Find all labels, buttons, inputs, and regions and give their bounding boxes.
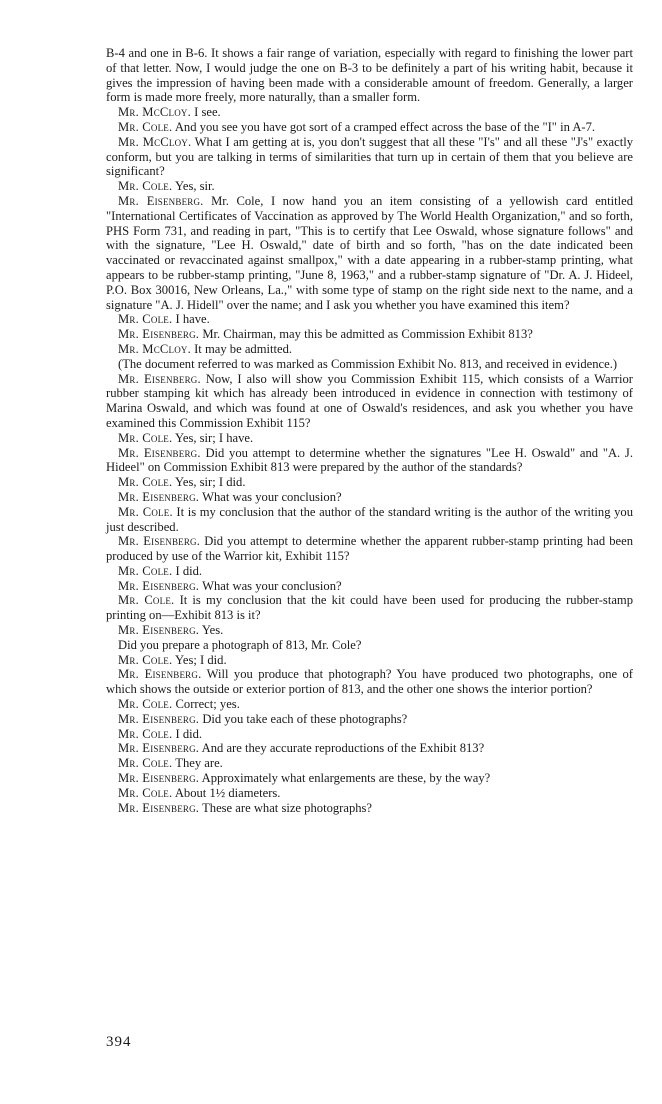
speaker-label: Mr. Cole.	[118, 475, 173, 490]
speaker-label: Mr. Cole.	[118, 593, 175, 608]
speaker-label: Mr. Cole.	[118, 119, 173, 134]
paragraph-text: It may be admitted.	[194, 341, 293, 356]
speaker-label: Mr. Cole.	[118, 312, 173, 327]
paragraph-text: I did.	[175, 726, 203, 741]
paragraph-text: Approximately what enlargements are these, by the way?	[201, 771, 491, 786]
paragraph-text: About 1½ diameters.	[174, 785, 281, 800]
paragraph-text: B-4 and one in B-6. It shows a fair range of variation, especially with regard to finishing the lower part of that letter. Now, I would judge the one on B-3 to be definitely a part of his writing habit, because it gives the impression of having been made with a considerable amount of freedom. Generally, a larger form is made more freely, more naturally, than a smaller form.	[106, 46, 633, 105]
paragraph	[106, 327, 633, 342]
speaker-label: Mr. Eisenberg.	[118, 771, 200, 786]
paragraph-text: Did you attempt to determine whether the signatures "Lee H. Oswald" and "A. J. Hideel" on Commission Exhibit 813 were prepared by the author of the standards?	[106, 445, 633, 475]
paragraph	[106, 653, 633, 668]
paragraph-text: What was your conclusion?	[202, 578, 342, 593]
paragraph-text: And you see you have got sort of a cramped effect across the base of the "I" in A-7.	[174, 119, 596, 134]
paragraph-text: They are.	[175, 756, 223, 771]
paragraph	[106, 505, 633, 535]
paragraph	[106, 135, 633, 179]
paragraph	[106, 638, 633, 653]
speaker-label: Mr. Cole.	[118, 785, 173, 800]
paragraph	[106, 46, 633, 105]
paragraph-text: Correct; yes.	[175, 697, 240, 712]
speaker-label: Mr. Eisenberg.	[118, 741, 200, 756]
speaker-label: Mr. Eisenberg.	[118, 445, 201, 460]
paragraph-text: Will you produce that photograph? You have produced two photographs, one of which shows the outside or exterior portion of 813, and the other one shows the interior portion?	[106, 667, 633, 697]
paragraph	[106, 771, 633, 786]
paragraph-text: Now, I also will show you Commission Exhibit 115, which consists of a Warrior rubber stamping kit which has already been introduced in evidence in connection with testimony of Marina Oswald, and which was found at one of Oswald's residences, and ask you whether you have examined this Commission Exhibit 115?	[106, 371, 633, 430]
paragraph-text: What was your conclusion?	[202, 489, 342, 504]
paragraph	[106, 372, 633, 431]
paragraph	[106, 667, 633, 697]
speaker-label: Mr. Cole.	[118, 726, 173, 741]
speaker-label: Mr. McCloy.	[118, 105, 191, 120]
paragraph	[106, 579, 633, 594]
speaker-label: Mr. Eisenberg.	[118, 327, 200, 342]
paragraph-text: I did.	[175, 563, 203, 578]
paragraph-text: Yes, sir; I did.	[175, 475, 246, 490]
page-number: 394	[106, 1034, 132, 1050]
paragraph-text: Yes.	[201, 623, 224, 638]
paragraph	[106, 342, 633, 357]
paragraph	[106, 712, 633, 727]
paragraph	[106, 564, 633, 579]
transcript-body	[106, 46, 633, 815]
speaker-label: Mr. Eisenberg.	[118, 534, 201, 549]
speaker-label: Mr. Eisenberg.	[118, 489, 200, 504]
paragraph-text: (The document referred to was marked as Commission Exhibit No. 813, and received in evidence.)	[118, 356, 618, 371]
paragraph	[106, 357, 633, 372]
paragraph-text: It is my conclusion that the kit could have been used for producing the rubber-stamp printing on—Exhibit 813 is it?	[106, 593, 633, 623]
speaker-label: Mr. Cole.	[118, 756, 173, 771]
speaker-label: Mr. Eisenberg.	[118, 623, 200, 638]
paragraph-text: It is my conclusion that the author of the standard writing is the author of the writing you just described.	[106, 504, 633, 534]
paragraph	[106, 194, 633, 312]
paragraph	[106, 593, 633, 623]
speaker-label: Mr. Cole.	[118, 697, 173, 712]
speaker-label: Mr. Eisenberg.	[118, 800, 200, 815]
paragraph	[106, 801, 633, 816]
paragraph-text: I see.	[194, 105, 221, 120]
paragraph	[106, 120, 633, 135]
paragraph	[106, 179, 633, 194]
paragraph	[106, 623, 633, 638]
paragraph-text: Mr. Chairman, may this be admitted as Commission Exhibit 813?	[202, 327, 533, 342]
paragraph-text: Mr. Cole, I now hand you an item consisting of a yellowish card entitled "International Certificates of Vaccination as approved by The World Health Organization," and so forth, PHS Form 731, and reading in part, "This is to certify that Lee Oswald, whose signature follows" and with the signature, "Lee H. Oswald," date of birth and so forth, "has on the date indicated been vaccinated or revaccinated against smallpox," with a date appearing in a rubber-stamp printing, what appears to be rubber-stamp printing, "June 8, 1963," and a rubber-stamp signature of "Dr. A. J. Hideel, P.O. Box 30016, New Orleans, La.," with some type of stamp on the right side next to the name, and a signature "A. J. Hidell" over the name; and I ask you whether you have examined this item?	[106, 193, 633, 312]
paragraph	[106, 534, 633, 564]
speaker-label: Mr. Cole.	[118, 504, 173, 519]
paragraph-text: Yes, sir; I have.	[175, 430, 254, 445]
speaker-label: Mr. Cole.	[118, 652, 173, 667]
paragraph	[106, 431, 633, 446]
paragraph-text: Did you prepare a photograph of 813, Mr. Cole?	[118, 637, 362, 652]
speaker-label: Mr. Cole.	[118, 563, 173, 578]
speaker-label: Mr. Eisenberg.	[118, 193, 204, 208]
paragraph	[106, 741, 633, 756]
speaker-label: Mr. McCloy.	[118, 134, 192, 149]
paragraph-text: I have.	[175, 312, 210, 327]
speaker-label: Mr. Eisenberg.	[118, 711, 200, 726]
paragraph	[106, 786, 633, 801]
paragraph-text: Did you take each of these photographs?	[202, 711, 408, 726]
paragraph	[106, 490, 633, 505]
paragraph	[106, 756, 633, 771]
speaker-label: Mr. Eisenberg.	[118, 667, 202, 682]
paragraph	[106, 312, 633, 327]
paragraph-text: Yes; I did.	[175, 652, 227, 667]
paragraph	[106, 446, 633, 476]
paragraph-text: And are they accurate reproductions of the Exhibit 813?	[201, 741, 485, 756]
speaker-label: Mr. McCloy.	[118, 341, 191, 356]
speaker-label: Mr. Cole.	[118, 430, 173, 445]
paragraph	[106, 727, 633, 742]
speaker-label: Mr. Cole.	[118, 179, 173, 194]
speaker-label: Mr. Eisenberg.	[118, 371, 201, 386]
paragraph-text: Yes, sir.	[175, 179, 215, 194]
paragraph-text: Did you attempt to determine whether the apparent rubber-stamp printing had been produced by use of the Warrior kit, Exhibit 115?	[106, 534, 633, 564]
paragraph	[106, 475, 633, 490]
paragraph-text: What I am getting at is, you don't suggest that all these "I's" and all these "J's" exactly conform, but you are talking in terms of similarities that turn up in certain of them that you believe are significant?	[106, 134, 633, 179]
speaker-label: Mr. Eisenberg.	[118, 578, 200, 593]
paragraph-text: These are what size photographs?	[202, 800, 373, 815]
paragraph	[106, 105, 633, 120]
paragraph	[106, 697, 633, 712]
